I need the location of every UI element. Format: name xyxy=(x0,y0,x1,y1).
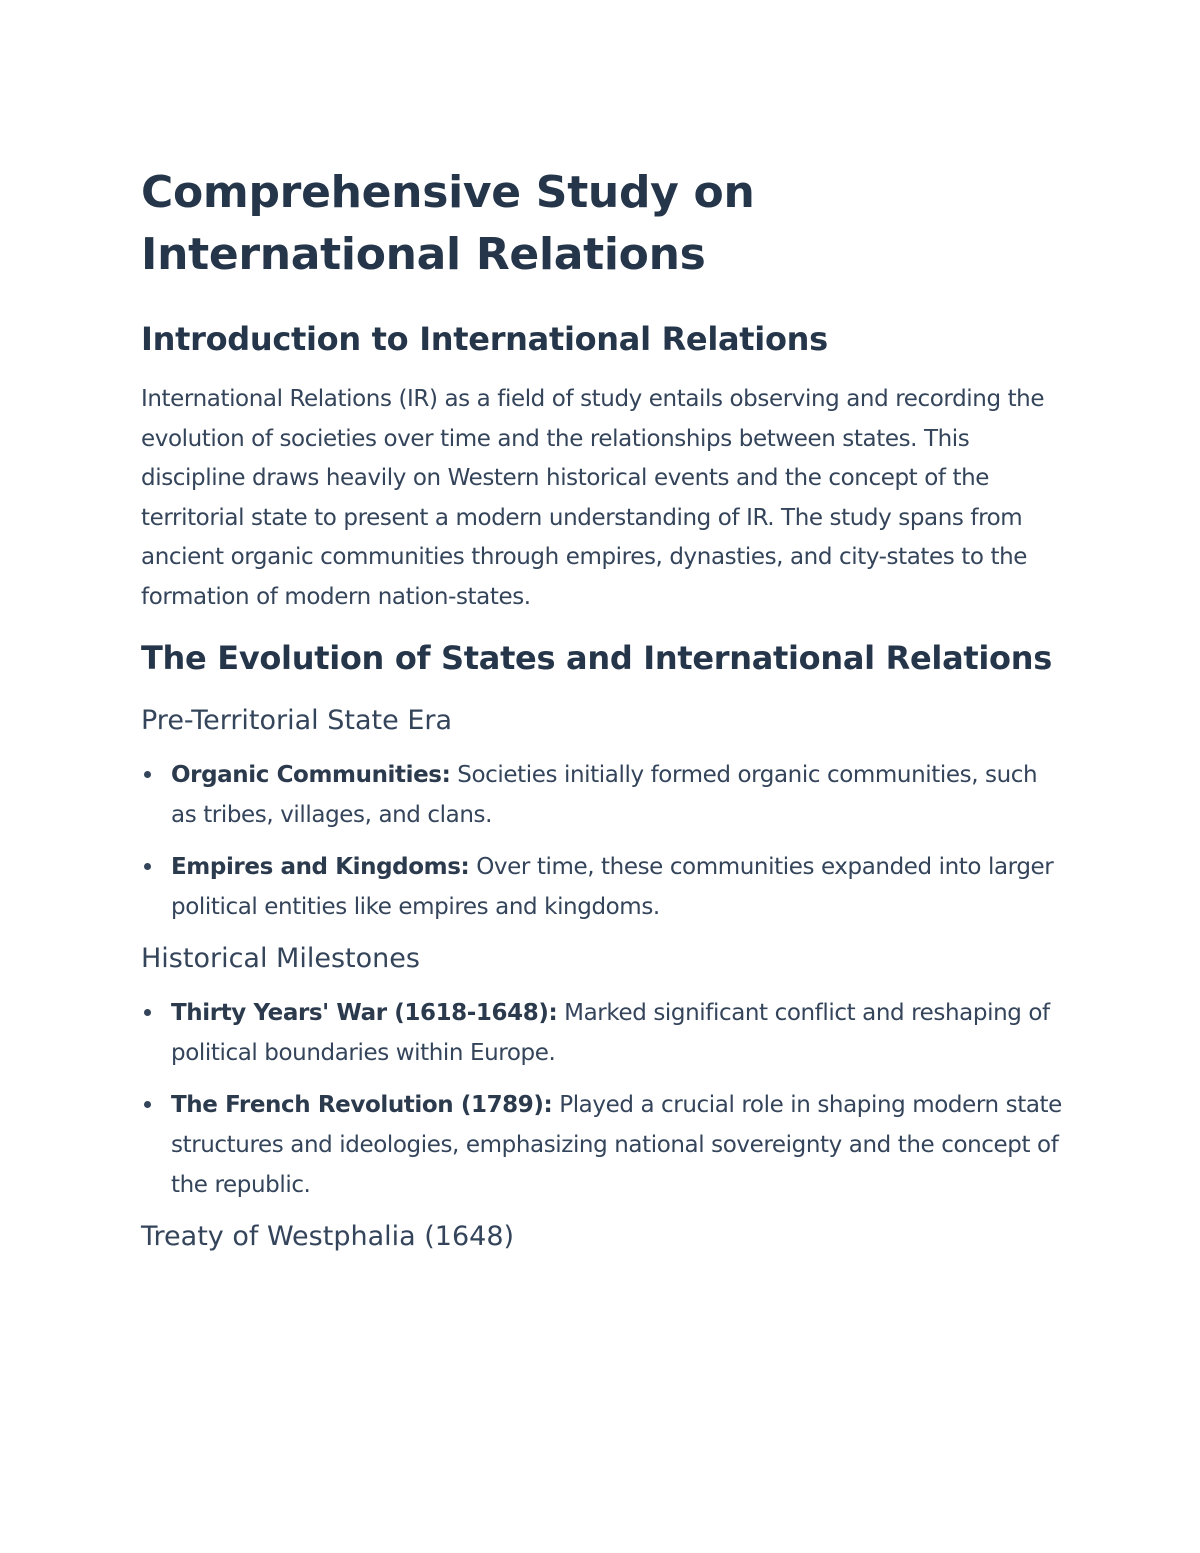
list-item-term: The French Revolution (1789): xyxy=(171,1092,553,1118)
subsection-heading-historical-milestones: Historical Milestones xyxy=(141,943,420,974)
list-item-term: Thirty Years' War (1618-1648): xyxy=(171,1000,558,1026)
section-heading-introduction: Introduction to International Relations xyxy=(141,320,828,358)
introduction-paragraph: International Relations (IR) as a field of study entails observing and recording the evolution of societies over time and the relationships between states. This discipline draws heavily on Western historical events and the concept of the territorial state to present a modern understanding of IR. The study spans from ancient organic communities through empires, dynasties, and city-states to the formation of modern nation-states. xyxy=(141,386,1045,610)
subsection-heading-treaty-of-westphalia: Treaty of Westphalia (1648) xyxy=(141,1221,515,1252)
bullet-icon xyxy=(144,1101,151,1108)
list-item-text: Played a crucial role in shaping modern state structures and ideologies, emphasizing national sovereignty and the concept of the republic. xyxy=(171,1092,1062,1198)
list-item-text: Marked significant conflict and reshaping of political boundaries within Europe. xyxy=(171,1000,1050,1066)
bullet-icon xyxy=(144,863,151,870)
document-title: Comprehensive Study on International Relations xyxy=(141,167,755,280)
bullet-icon xyxy=(144,1009,151,1016)
bullet-icon xyxy=(144,771,151,778)
list-item-term: Empires and Kingdoms: xyxy=(171,854,470,880)
list-item xyxy=(141,847,1066,927)
list-item xyxy=(141,1085,1066,1205)
list-item-term: Organic Communities: xyxy=(171,762,451,788)
historical-milestones-list xyxy=(141,993,1066,1205)
pre-territorial-list xyxy=(141,755,1066,927)
list-item xyxy=(141,755,1066,835)
list-item-text: Societies initially formed organic communities, such as tribes, villages, and clans. xyxy=(171,762,1038,828)
subsection-heading-pre-territorial: Pre-Territorial State Era xyxy=(141,705,453,736)
list-item-text: Over time, these communities expanded into larger political entities like empires and kingdoms. xyxy=(171,854,1054,920)
document-page xyxy=(141,162,1066,1257)
section-heading-evolution: The Evolution of States and International Relations xyxy=(141,639,1052,677)
list-item xyxy=(141,993,1066,1073)
